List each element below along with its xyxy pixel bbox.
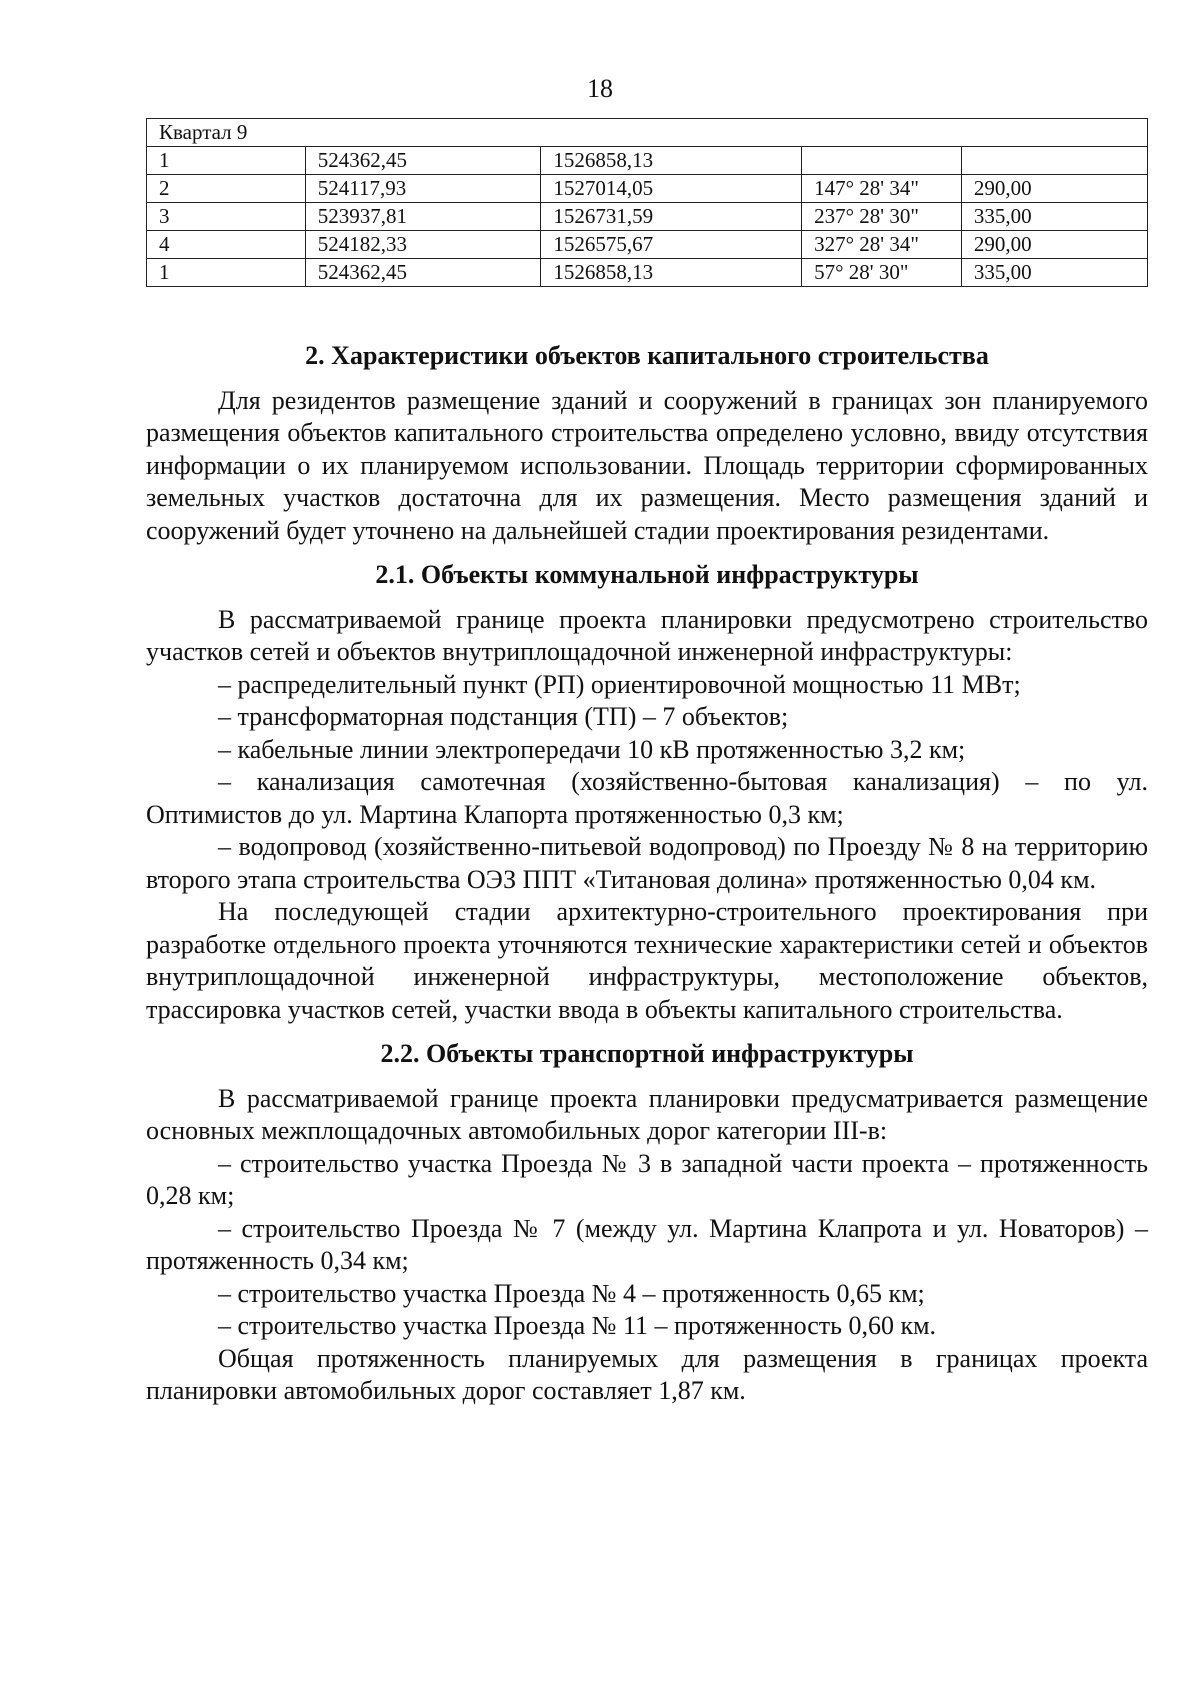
section-2-1-heading: 2.1. Объекты коммунальной инфраструктуры	[375, 560, 919, 589]
table-row	[147, 231, 1148, 259]
coordinate-y: 1526731,59	[541, 203, 802, 231]
list-item: – распределительный пункт (РП) ориентировочной мощностью 11 МВт;	[218, 669, 1021, 699]
section-2-2-outro: Общая протяженность планируемых для размещения в границах проекта планировки автомобильных дорог составляет 1,87 км.	[146, 1343, 1148, 1405]
table-row	[147, 147, 1148, 175]
bearing-angle: 327° 28' 34"	[802, 231, 962, 259]
list-item: – строительство Проезда № 7 (между ул. Мартина Клапрота и ул. Новаторов) – протяженность 0,34 км;	[146, 1213, 1148, 1275]
point-number: 2	[147, 175, 306, 203]
bearing-angle: 237° 28' 30"	[802, 203, 962, 231]
list-item: – строительство участка Проезда № 4 – протяженность 0,65 км;	[218, 1278, 925, 1308]
coordinate-x: 524362,45	[305, 259, 541, 287]
table-caption: Квартал 9	[147, 119, 1148, 147]
segment-length: 335,00	[961, 203, 1147, 231]
coordinate-x: 524117,93	[305, 175, 541, 203]
section-2-paragraph: Для резидентов размещение зданий и сооружений в границах зон планируемого размещения объектов капитального строительства определено условно, ввиду отсутствия информации о их планируемом использовании. Площадь территории сформированных земельных участков достаточна для их размещения. Место размещения зданий и сооружений будет уточнено на дальнейшей стадии проектирования резидентами.	[146, 385, 1148, 545]
list-item: – трансформаторная подстанция (ТП) – 7 объектов;	[218, 702, 789, 731]
table-row	[147, 259, 1148, 287]
coordinate-x: 524362,45	[305, 147, 541, 175]
list-item: – строительство участка Проезда № 3 в западной части проекта – протяженность 0,28 км;	[146, 1148, 1148, 1210]
segment-length	[961, 147, 1147, 175]
bearing-angle	[802, 147, 962, 175]
section-2-1-intro: В рассматриваемой границе проекта планировки предусмотрено строительство участков сетей и объектов внутриплощадочной инженерной инфраструктуры:	[146, 604, 1148, 666]
point-number: 1	[147, 147, 306, 175]
list-item: – строительство участка Проезда № 11 – протяженность 0,60 км.	[218, 1311, 937, 1340]
table-row	[147, 175, 1148, 203]
segment-length: 290,00	[961, 231, 1147, 259]
section-2-heading: 2. Характеристики объектов капитального строительства	[305, 341, 989, 370]
page-number: 18	[587, 74, 613, 103]
coordinate-x: 523937,81	[305, 203, 541, 231]
coordinate-y: 1527014,05	[541, 175, 802, 203]
coordinate-x: 524182,33	[305, 231, 541, 259]
segment-length: 335,00	[961, 259, 1147, 287]
table-row	[147, 203, 1148, 231]
bearing-angle: 57° 28' 30"	[802, 259, 962, 287]
coordinate-y: 1526858,13	[541, 147, 802, 175]
coordinates-table	[146, 118, 1148, 287]
list-item: – кабельные линии электропередачи 10 кВ протяженностью 3,2 км;	[218, 734, 966, 764]
section-2	[146, 340, 1148, 1408]
list-item: – канализация самотечная (хозяйственно-бытовая канализация) – по ул. Оптимистов до ул. Мартина Клапорта протяженностью 0,3 км;	[146, 767, 1148, 829]
section-2-1-outro: На последующей стадии архитектурно-строительного проектирования при разработке отдельного проекта уточняются технические характеристики сетей и объектов внутриплощадочной инженерной инфраструктуры, местоположение объектов, трассировка участков сетей, участки ввода в объекты капитального строительства.	[146, 897, 1148, 1024]
coordinate-y: 1526858,13	[541, 259, 802, 287]
point-number: 1	[147, 259, 306, 287]
table-caption-row	[147, 119, 1148, 147]
segment-length: 290,00	[961, 175, 1147, 203]
coordinate-y: 1526575,67	[541, 231, 802, 259]
point-number: 4	[147, 231, 306, 259]
point-number: 3	[147, 203, 306, 231]
bearing-angle: 147° 28' 34"	[802, 175, 962, 203]
list-item: – водопровод (хозяйственно-питьевой водопровод) по Проезду № 8 на территорию второго этапа строительства ОЭЗ ППТ «Титановая долина» протяженностью 0,04 км.	[146, 832, 1148, 894]
section-2-2-heading: 2.2. Объекты транспортной инфраструктуры	[380, 1039, 914, 1068]
section-2-2-intro: В рассматриваемой границе проекта планировки предусматривается размещение основных межплощадочных автомобильных дорог категории III-в:	[146, 1083, 1148, 1145]
